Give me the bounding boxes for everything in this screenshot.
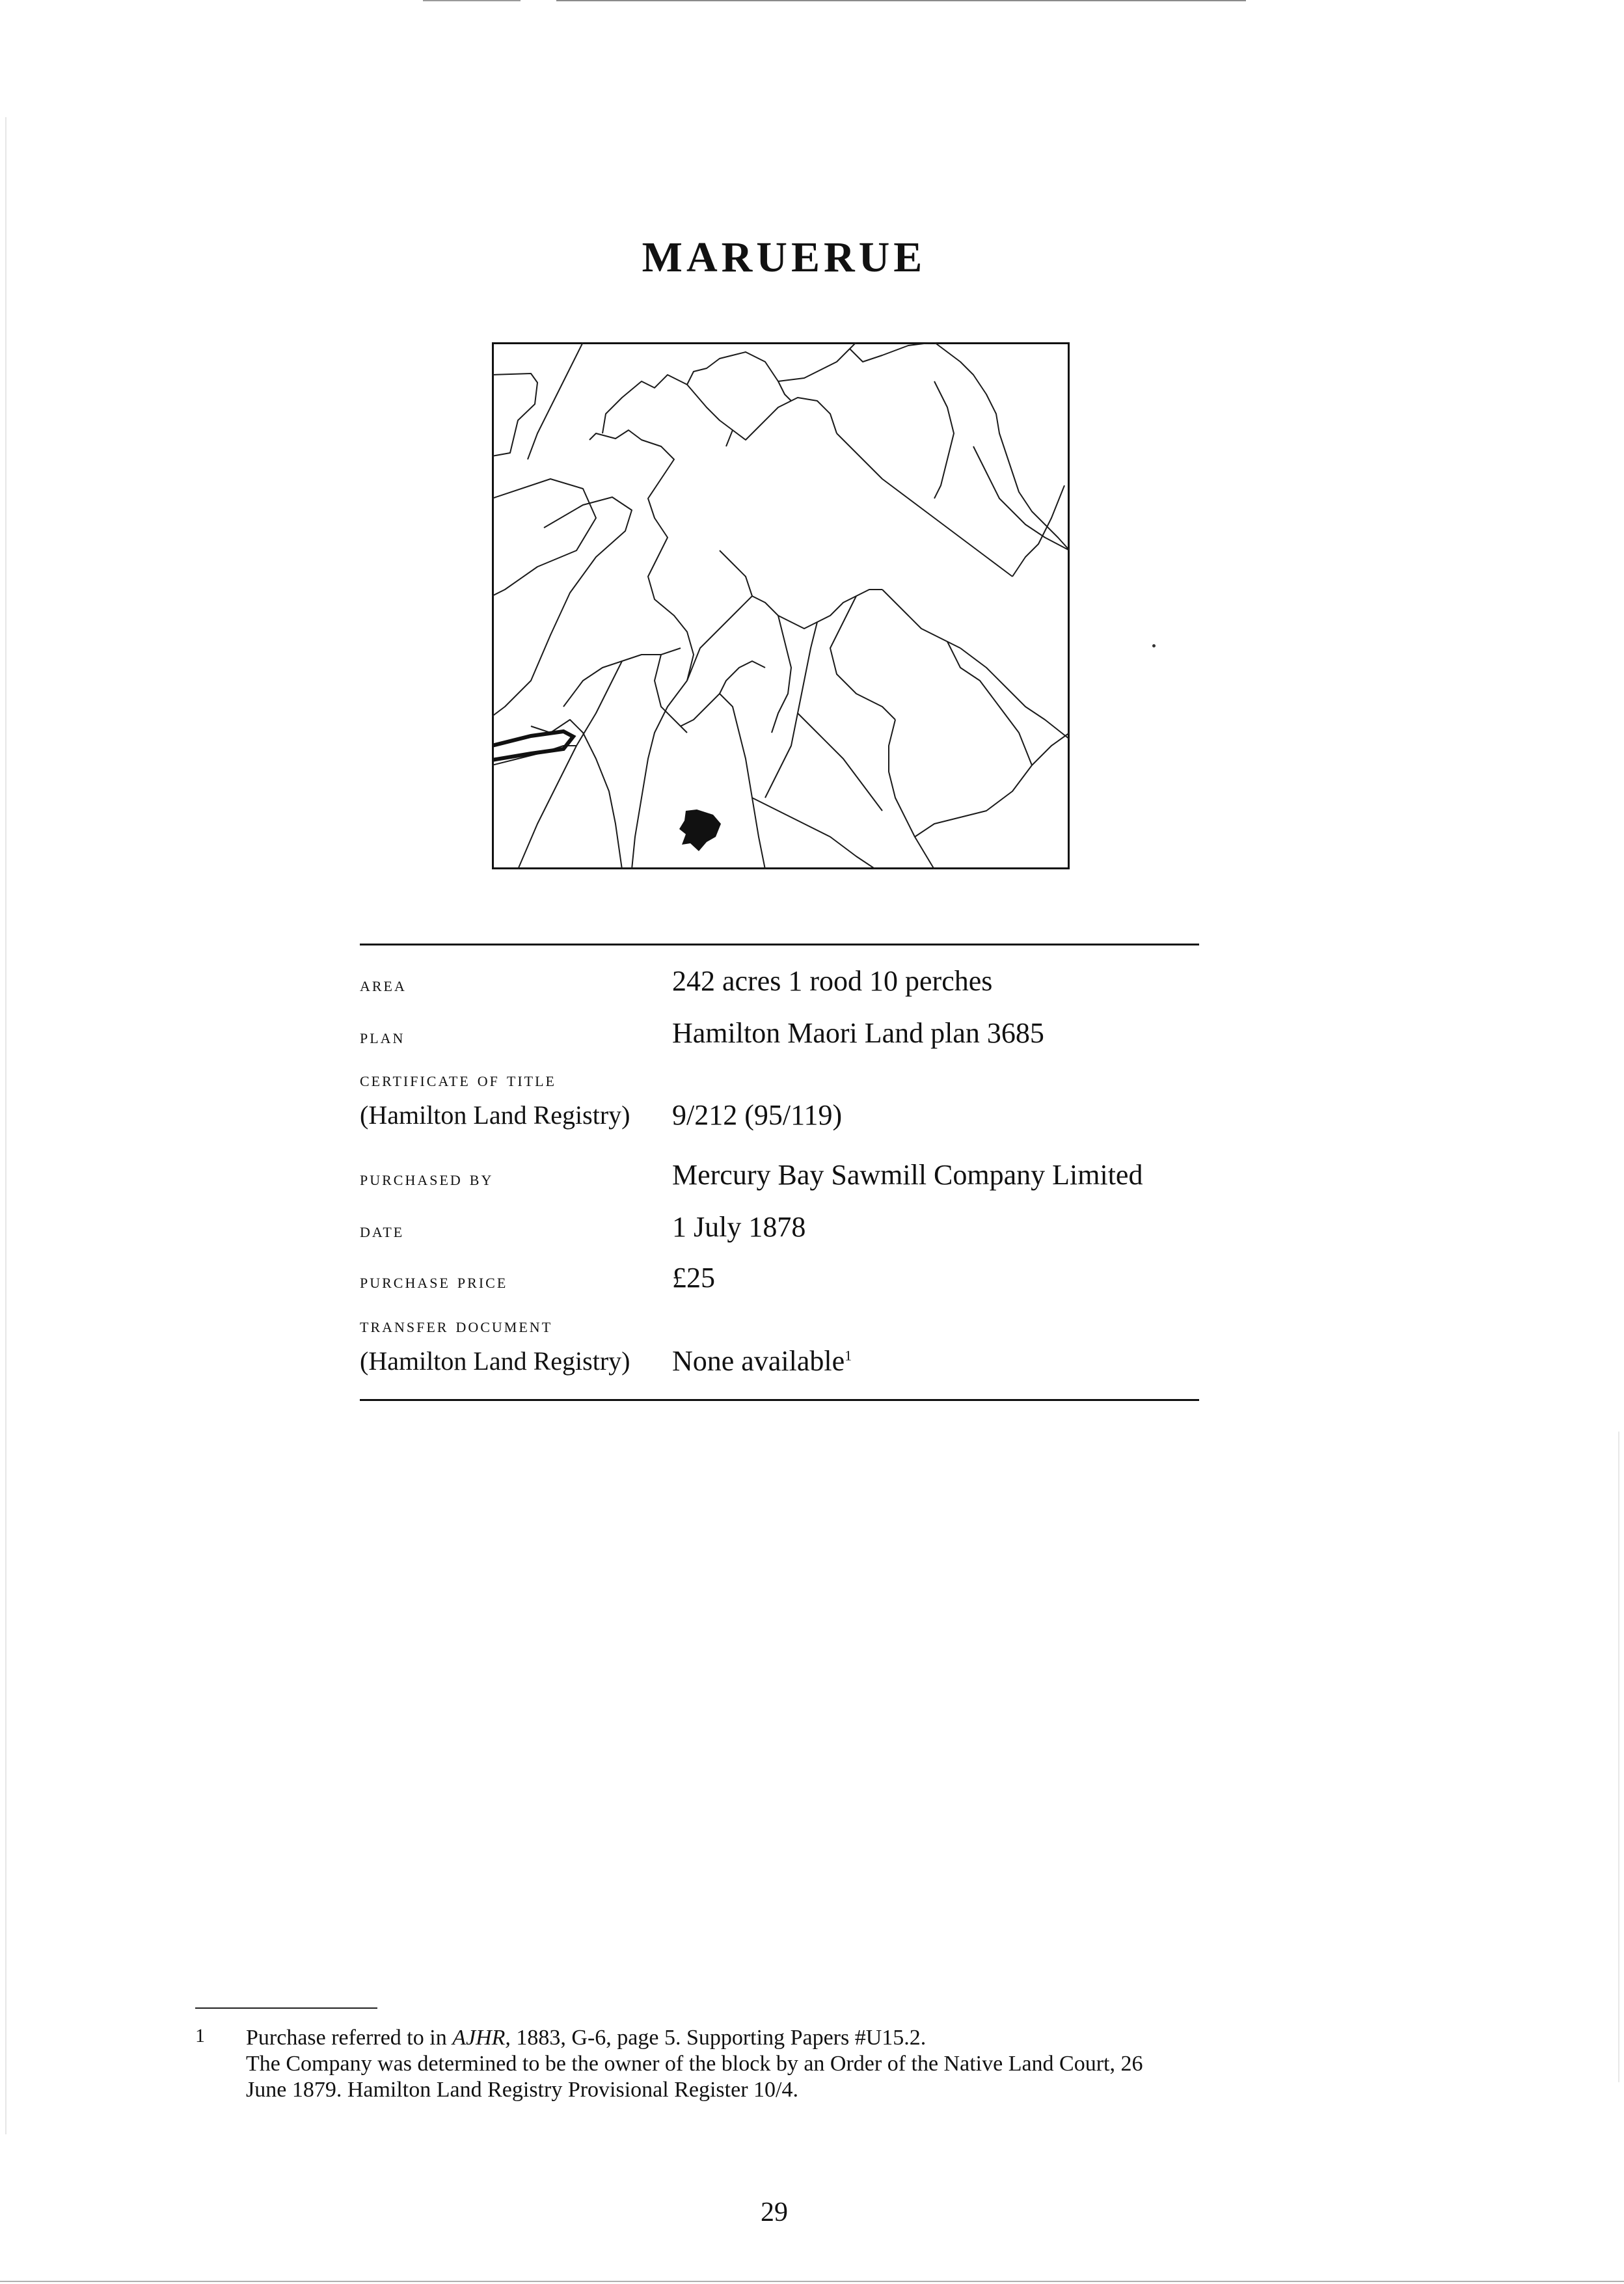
scan-edge-left: [5, 117, 7, 2134]
map-speck: [1152, 644, 1156, 647]
purchased-by-value: Mercury Bay Sawmill Company Limited: [672, 1159, 1143, 1191]
plan-label: plan: [360, 1024, 405, 1048]
table-bottom-rule: [360, 1399, 1199, 1401]
price-label: purchase price: [360, 1269, 508, 1292]
purchased-by-label: purchased by: [360, 1166, 494, 1190]
footnote-line-1: [246, 2025, 1320, 2051]
footnote-citation-title: AJHR,: [452, 2026, 511, 2050]
page-number: 29: [761, 2197, 788, 2227]
footnote-text: [246, 2025, 1320, 2103]
footnote-line-3: June 1879. Hamilton Land Registry Provisional Register 10/4.: [246, 2078, 798, 2102]
footnote-line-1-start: Purchase referred to in: [246, 2026, 453, 2050]
footnote-line-2: The Company was determined to be the owner of the block by an Order of the Native Land Court, 26: [246, 2052, 1143, 2076]
scan-edge-right: [1618, 1432, 1619, 2082]
footnote-reference[interactable]: 1: [845, 1347, 852, 1364]
footnote-separator: [195, 2007, 377, 2009]
date-label: date: [360, 1218, 405, 1242]
transfer-sublabel: (Hamilton Land Registry): [360, 1346, 630, 1376]
scan-edge-top: [423, 0, 521, 1]
plan-value: Hamilton Maori Land plan 3685: [672, 1017, 1044, 1049]
page-title: MARUERUE: [642, 234, 927, 281]
date-value: 1 July 1878: [672, 1211, 806, 1243]
scan-edge-bottom: [0, 2281, 1624, 2282]
map-icon: [492, 342, 1070, 869]
table-top-rule: [360, 944, 1199, 945]
price-value: £25: [672, 1262, 715, 1294]
scan-edge-top: [556, 0, 1246, 1]
area-label: area: [360, 972, 407, 996]
area-value: 242 acres 1 rood 10 perches: [672, 965, 993, 997]
certificate-value: 9/212 (95/119): [672, 1099, 843, 1131]
certificate-label: certificate of title: [360, 1067, 556, 1091]
location-map: [492, 342, 1070, 869]
footnote-number: 1: [195, 2025, 205, 2046]
transfer-label: transfer document: [360, 1313, 553, 1337]
transfer-value: None available: [672, 1345, 845, 1377]
certificate-sublabel: (Hamilton Land Registry): [360, 1100, 630, 1130]
transfer-value-wrap: [672, 1344, 852, 1378]
footnote-line-1-end: 1883, G-6, page 5. Supporting Papers #U15.2.: [510, 2026, 927, 2050]
